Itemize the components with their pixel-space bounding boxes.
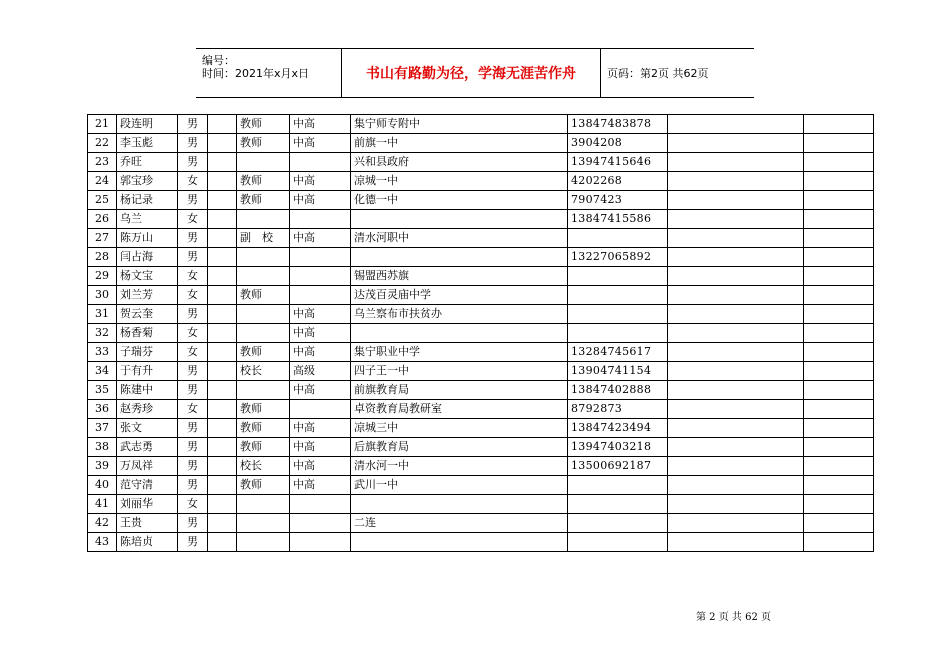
table-row (88, 267, 874, 286)
cell-blank-3 (804, 172, 874, 191)
cell-row-number: 26 (88, 210, 117, 229)
cell-position (237, 514, 290, 533)
cell-blank-3 (804, 438, 874, 457)
cell-name: 乌兰 (117, 210, 178, 229)
cell-row-number: 23 (88, 153, 117, 172)
cell-blank-3 (804, 267, 874, 286)
cell-row-number: 28 (88, 248, 117, 267)
cell-position: 教师 (237, 419, 290, 438)
cell-position: 副 校 (237, 229, 290, 248)
cell-gender: 男 (178, 305, 208, 324)
cell-title: 高级 (290, 362, 351, 381)
cell-blank-1 (208, 248, 237, 267)
cell-phone: 8792873 (568, 400, 668, 419)
cell-blank-3 (804, 134, 874, 153)
cell-name: 王贵 (117, 514, 178, 533)
table-row (88, 286, 874, 305)
cell-title (290, 495, 351, 514)
cell-row-number: 42 (88, 514, 117, 533)
table-row (88, 115, 874, 134)
cell-workplace: 集宁师专附中 (351, 115, 568, 134)
table-row (88, 381, 874, 400)
table-row (88, 495, 874, 514)
cell-blank-2 (668, 248, 804, 267)
cell-name: 子瑞芬 (117, 343, 178, 362)
roster-body (88, 115, 874, 552)
cell-position (237, 210, 290, 229)
cell-blank-1 (208, 457, 237, 476)
cell-blank-1 (208, 305, 237, 324)
cell-blank-2 (668, 115, 804, 134)
cell-workplace: 二连 (351, 514, 568, 533)
cell-position: 教师 (237, 134, 290, 153)
cell-name: 万凤祥 (117, 457, 178, 476)
cell-blank-3 (804, 115, 874, 134)
cell-position: 教师 (237, 438, 290, 457)
cell-blank-1 (208, 229, 237, 248)
cell-phone (568, 229, 668, 248)
cell-phone: 13847415586 (568, 210, 668, 229)
cell-blank-1 (208, 495, 237, 514)
cell-blank-1 (208, 324, 237, 343)
cell-title (290, 514, 351, 533)
table-row (88, 305, 874, 324)
cell-blank-2 (668, 381, 804, 400)
cell-blank-3 (804, 210, 874, 229)
cell-gender: 男 (178, 248, 208, 267)
cell-row-number: 22 (88, 134, 117, 153)
cell-gender: 女 (178, 210, 208, 229)
cell-blank-2 (668, 172, 804, 191)
cell-blank-2 (668, 362, 804, 381)
cell-row-number: 36 (88, 400, 117, 419)
table-row (88, 324, 874, 343)
cell-position: 教师 (237, 343, 290, 362)
cell-blank-3 (804, 400, 874, 419)
cell-phone (568, 267, 668, 286)
cell-phone: 7907423 (568, 191, 668, 210)
cell-phone: 4202268 (568, 172, 668, 191)
cell-workplace (351, 210, 568, 229)
cell-blank-1 (208, 533, 237, 552)
cell-row-number: 34 (88, 362, 117, 381)
cell-name: 杨文宝 (117, 267, 178, 286)
cell-phone: 13847423494 (568, 419, 668, 438)
cell-workplace: 前旗一中 (351, 134, 568, 153)
cell-gender: 男 (178, 191, 208, 210)
table-row (88, 400, 874, 419)
table-row (88, 514, 874, 533)
table-row (88, 210, 874, 229)
cell-title (290, 533, 351, 552)
cell-title: 中高 (290, 229, 351, 248)
cell-blank-1 (208, 172, 237, 191)
cell-row-number: 29 (88, 267, 117, 286)
cell-blank-2 (668, 400, 804, 419)
cell-name: 闫占海 (117, 248, 178, 267)
cell-position: 教师 (237, 172, 290, 191)
cell-title: 中高 (290, 381, 351, 400)
table-row (88, 172, 874, 191)
cell-phone: 13500692187 (568, 457, 668, 476)
cell-blank-1 (208, 419, 237, 438)
cell-name: 杨香菊 (117, 324, 178, 343)
cell-title: 中高 (290, 305, 351, 324)
cell-phone (568, 533, 668, 552)
cell-title: 中高 (290, 438, 351, 457)
cell-blank-3 (804, 343, 874, 362)
cell-blank-3 (804, 229, 874, 248)
cell-title: 中高 (290, 191, 351, 210)
table-row (88, 419, 874, 438)
cell-blank-1 (208, 115, 237, 134)
cell-blank-3 (804, 248, 874, 267)
cell-title (290, 286, 351, 305)
cell-position (237, 533, 290, 552)
cell-blank-1 (208, 438, 237, 457)
cell-blank-1 (208, 381, 237, 400)
cell-workplace: 清水河一中 (351, 457, 568, 476)
roster-table (87, 114, 874, 552)
cell-phone: 3904208 (568, 134, 668, 153)
cell-workplace: 锡盟西苏旗 (351, 267, 568, 286)
cell-title (290, 210, 351, 229)
cell-workplace: 前旗教育局 (351, 381, 568, 400)
cell-gender: 男 (178, 229, 208, 248)
cell-gender: 女 (178, 172, 208, 191)
cell-row-number: 37 (88, 419, 117, 438)
cell-phone: 13284745617 (568, 343, 668, 362)
cell-title: 中高 (290, 457, 351, 476)
cell-gender: 女 (178, 400, 208, 419)
cell-name: 于有升 (117, 362, 178, 381)
cell-blank-1 (208, 191, 237, 210)
cell-phone (568, 495, 668, 514)
cell-name: 陈建中 (117, 381, 178, 400)
cell-position: 教师 (237, 286, 290, 305)
cell-blank-2 (668, 191, 804, 210)
cell-row-number: 40 (88, 476, 117, 495)
cell-gender: 男 (178, 514, 208, 533)
cell-name: 郭宝珍 (117, 172, 178, 191)
cell-phone: 13227065892 (568, 248, 668, 267)
cell-blank-2 (668, 210, 804, 229)
cell-position: 教师 (237, 191, 290, 210)
cell-row-number: 39 (88, 457, 117, 476)
cell-phone (568, 514, 668, 533)
cell-blank-2 (668, 533, 804, 552)
cell-phone: 13847402888 (568, 381, 668, 400)
cell-name: 乔旺 (117, 153, 178, 172)
table-row (88, 229, 874, 248)
cell-workplace: 化德一中 (351, 191, 568, 210)
cell-blank-1 (208, 514, 237, 533)
cell-workplace: 武川一中 (351, 476, 568, 495)
cell-blank-2 (668, 419, 804, 438)
cell-position (237, 248, 290, 267)
cell-blank-2 (668, 134, 804, 153)
cell-title: 中高 (290, 324, 351, 343)
table-row (88, 476, 874, 495)
cell-name: 范守清 (117, 476, 178, 495)
cell-position (237, 305, 290, 324)
cell-row-number: 25 (88, 191, 117, 210)
table-row (88, 457, 874, 476)
cell-blank-1 (208, 286, 237, 305)
table-row (88, 343, 874, 362)
cell-gender: 男 (178, 476, 208, 495)
doc-time-label: 时间：2021年x月x日 (202, 67, 310, 80)
table-row (88, 248, 874, 267)
cell-blank-1 (208, 476, 237, 495)
cell-name: 李玉彪 (117, 134, 178, 153)
cell-workplace (351, 324, 568, 343)
cell-workplace: 凉城三中 (351, 419, 568, 438)
cell-title (290, 267, 351, 286)
cell-workplace: 兴和县政府 (351, 153, 568, 172)
cell-blank-2 (668, 153, 804, 172)
cell-gender: 女 (178, 324, 208, 343)
cell-blank-3 (804, 153, 874, 172)
header-motto: 书山有路勤为径，学海无涯苦作舟 (342, 49, 601, 97)
cell-blank-2 (668, 476, 804, 495)
cell-title: 中高 (290, 476, 351, 495)
cell-row-number: 31 (88, 305, 117, 324)
cell-position: 教师 (237, 115, 290, 134)
cell-phone: 13947403218 (568, 438, 668, 457)
cell-row-number: 21 (88, 115, 117, 134)
cell-blank-2 (668, 514, 804, 533)
cell-name: 陈培贞 (117, 533, 178, 552)
cell-row-number: 30 (88, 286, 117, 305)
cell-workplace: 乌兰察布市扶贫办 (351, 305, 568, 324)
cell-row-number: 43 (88, 533, 117, 552)
cell-gender: 男 (178, 153, 208, 172)
cell-blank-2 (668, 267, 804, 286)
cell-title: 中高 (290, 343, 351, 362)
cell-phone (568, 286, 668, 305)
cell-blank-2 (668, 495, 804, 514)
cell-phone: 13904741154 (568, 362, 668, 381)
cell-phone (568, 305, 668, 324)
cell-position: 教师 (237, 400, 290, 419)
cell-position (237, 267, 290, 286)
cell-blank-3 (804, 324, 874, 343)
cell-workplace: 清水河职中 (351, 229, 568, 248)
cell-title (290, 153, 351, 172)
cell-gender: 女 (178, 495, 208, 514)
cell-workplace: 四子王一中 (351, 362, 568, 381)
cell-blank-3 (804, 476, 874, 495)
cell-gender: 男 (178, 134, 208, 153)
page-footer: 第 2 页 共 62 页 (696, 612, 771, 623)
cell-title (290, 248, 351, 267)
cell-position (237, 495, 290, 514)
cell-position: 校长 (237, 457, 290, 476)
cell-gender: 男 (178, 457, 208, 476)
cell-name: 段连明 (117, 115, 178, 134)
cell-gender: 男 (178, 381, 208, 400)
cell-title: 中高 (290, 172, 351, 191)
cell-name: 武志勇 (117, 438, 178, 457)
cell-blank-3 (804, 191, 874, 210)
cell-position (237, 324, 290, 343)
table-row (88, 191, 874, 210)
cell-blank-3 (804, 495, 874, 514)
cell-gender: 男 (178, 362, 208, 381)
cell-blank-2 (668, 229, 804, 248)
page-header (196, 48, 754, 98)
cell-name: 刘丽华 (117, 495, 178, 514)
cell-gender: 男 (178, 438, 208, 457)
table-row (88, 153, 874, 172)
cell-title: 中高 (290, 419, 351, 438)
cell-workplace (351, 248, 568, 267)
cell-blank-3 (804, 457, 874, 476)
cell-position (237, 381, 290, 400)
cell-blank-1 (208, 210, 237, 229)
cell-blank-1 (208, 400, 237, 419)
table-row (88, 134, 874, 153)
cell-title: 中高 (290, 115, 351, 134)
cell-position (237, 153, 290, 172)
cell-blank-3 (804, 305, 874, 324)
cell-gender: 女 (178, 343, 208, 362)
table-row (88, 438, 874, 457)
cell-workplace: 后旗教育局 (351, 438, 568, 457)
cell-name: 陈万山 (117, 229, 178, 248)
cell-blank-1 (208, 134, 237, 153)
cell-gender: 女 (178, 267, 208, 286)
cell-workplace: 卓资教育局教研室 (351, 400, 568, 419)
cell-blank-2 (668, 286, 804, 305)
cell-gender: 女 (178, 286, 208, 305)
cell-row-number: 38 (88, 438, 117, 457)
cell-position: 教师 (237, 476, 290, 495)
doc-code-label: 编号： (202, 54, 235, 67)
cell-blank-3 (804, 514, 874, 533)
cell-blank-1 (208, 153, 237, 172)
cell-workplace (351, 495, 568, 514)
cell-blank-3 (804, 419, 874, 438)
cell-blank-2 (668, 343, 804, 362)
table-row (88, 362, 874, 381)
cell-blank-1 (208, 362, 237, 381)
cell-blank-2 (668, 438, 804, 457)
cell-name: 杨记录 (117, 191, 178, 210)
cell-blank-1 (208, 343, 237, 362)
cell-row-number: 35 (88, 381, 117, 400)
cell-name: 张文 (117, 419, 178, 438)
cell-phone (568, 324, 668, 343)
cell-position: 校长 (237, 362, 290, 381)
cell-phone (568, 476, 668, 495)
cell-gender: 男 (178, 419, 208, 438)
cell-workplace: 达茂百灵庙中学 (351, 286, 568, 305)
cell-row-number: 24 (88, 172, 117, 191)
cell-name: 贺云奎 (117, 305, 178, 324)
cell-phone: 13947415646 (568, 153, 668, 172)
cell-name: 刘兰芳 (117, 286, 178, 305)
header-page-number: 页码：第2页 共62页 (607, 67, 709, 80)
table-row (88, 533, 874, 552)
cell-title: 中高 (290, 134, 351, 153)
cell-phone: 13847483878 (568, 115, 668, 134)
cell-blank-3 (804, 286, 874, 305)
cell-name: 赵秀珍 (117, 400, 178, 419)
cell-workplace: 集宁职业中学 (351, 343, 568, 362)
cell-gender: 男 (178, 533, 208, 552)
cell-blank-2 (668, 305, 804, 324)
cell-blank-3 (804, 362, 874, 381)
cell-blank-3 (804, 381, 874, 400)
cell-row-number: 33 (88, 343, 117, 362)
cell-blank-1 (208, 267, 237, 286)
cell-title (290, 400, 351, 419)
cell-blank-2 (668, 324, 804, 343)
cell-blank-3 (804, 533, 874, 552)
cell-row-number: 41 (88, 495, 117, 514)
header-meta (196, 49, 342, 97)
cell-blank-2 (668, 457, 804, 476)
cell-workplace (351, 533, 568, 552)
cell-workplace: 凉城一中 (351, 172, 568, 191)
cell-row-number: 27 (88, 229, 117, 248)
cell-row-number: 32 (88, 324, 117, 343)
cell-gender: 男 (178, 115, 208, 134)
